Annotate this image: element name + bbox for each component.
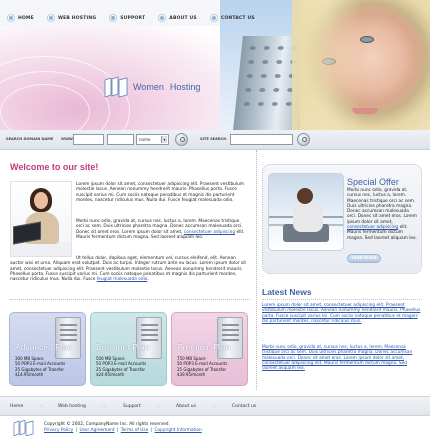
plan-space: 500 MB Space (96, 356, 125, 361)
nav-web-hosting[interactable] (48, 13, 96, 23)
nav-label: CONTACT US (220, 15, 255, 21)
footer-nav-home[interactable]: Home (10, 404, 24, 409)
copyright-information-link[interactable]: Copyright Information (154, 428, 202, 433)
plan-specs (177, 356, 227, 377)
welcome-p3-link[interactable]: feugiat malesuada odio (96, 277, 148, 283)
welcome-p2-link[interactable]: consectetuer adipiscing (183, 229, 236, 235)
domain-input[interactable] (73, 134, 104, 145)
header-mouth-graphic (352, 108, 378, 114)
logo-word-2: Hosting (169, 82, 201, 92)
column-divider (256, 150, 257, 390)
footer-link-separator: | (150, 428, 153, 433)
latest-news-title: Latest News (262, 287, 312, 297)
plan-specs (96, 356, 146, 377)
plan-card-advanced[interactable] (9, 312, 86, 386)
footer-copyright: Copyright © 2002, CompanyName Inc. All rights reserved. (44, 422, 170, 427)
plan-transfer: 25 Gigabytes of Transfer (96, 366, 146, 372)
plan-space: 750 MB Space (177, 356, 206, 361)
head-graphic (297, 188, 313, 204)
nav-bullet-icon (159, 15, 165, 21)
plan-transfer: 25 Gigabytes of Transfer (177, 366, 227, 372)
plan-transfer: 25 Gigabytes of Transfer (15, 366, 65, 372)
plan-price: $14.95/month (15, 371, 44, 377)
read-more-button[interactable]: read more (347, 254, 381, 263)
special-offer-photo (268, 173, 344, 251)
welcome-woman-photo (10, 181, 72, 257)
nav-label: HOME (18, 15, 34, 21)
domain-search-label: SEARCH DOMAIN NAME (6, 137, 54, 141)
header-hair-graphic (292, 0, 362, 130)
footer-logo-book-icon (13, 420, 35, 436)
welcome-paragraph-3 (10, 256, 248, 282)
privacy-policy-link[interactable]: Privacy Policy (44, 428, 74, 433)
top-nav (8, 13, 269, 23)
footer-nav-separator: :: (102, 404, 106, 409)
nav-home[interactable] (8, 13, 34, 23)
server-icon (217, 317, 243, 359)
logo-book-icon (103, 76, 129, 98)
news-divider (262, 299, 422, 300)
footer-link-separator: | (116, 428, 119, 433)
site-search-input[interactable] (230, 134, 293, 145)
plan-space: 300 MB Space (15, 356, 44, 361)
footer-nav-separator: :: (212, 404, 216, 409)
server-icon (136, 317, 162, 359)
body-graphic (293, 202, 323, 232)
special-text-link[interactable]: consectetuer adipiscing (347, 225, 399, 231)
footer-link-separator: | (75, 428, 78, 433)
site-search-label: SITE SEARCH (200, 137, 227, 141)
footer-nav (0, 396, 430, 416)
welcome-paragraph-1: Lorem ipsum dolor sit amet, consectetuer adipiscing elit. Praesent vestibulum molestie lacus. Aenean nonummy hendrerit mauris. Phasellus porta. Fusce suscipit varius mi. Cum sociis natoque penatibus et magnis dis parturient montes, nascetur ridiculus mus. Nulla dui. Fusce feugiat malesuada odio. (76, 182, 245, 203)
plan-email: 50 POP3 E-mail Accounts (177, 361, 228, 367)
content-divider (10, 299, 250, 300)
plan-name: Beginner Plan (96, 342, 150, 352)
plan-card-beginner[interactable] (90, 312, 167, 386)
face-graphic (34, 192, 48, 209)
footer-nav-support[interactable]: Support (123, 404, 141, 409)
site-logo[interactable] (103, 76, 200, 98)
footer-nav-separator: :: (156, 404, 160, 409)
nav-bullet-icon (110, 15, 116, 21)
logo-word-1: Women (133, 82, 164, 92)
special-text-end: elit. Mauris fermentum dictum magna. Sed laoreet aliquam leo. (347, 225, 417, 241)
plan-name: Advanced Plan (15, 342, 73, 352)
special-offer-box (262, 164, 422, 274)
footer-nav-about-us[interactable]: About us (176, 404, 196, 409)
domain-search-button[interactable] (175, 133, 188, 146)
nav-contact-us[interactable] (211, 13, 255, 23)
special-offer-text (347, 188, 419, 241)
server-icon (55, 317, 81, 359)
logo-text (133, 82, 200, 92)
special-offer-title: Special Offer (347, 177, 399, 187)
site-search-button[interactable] (297, 133, 310, 146)
plan-card-premium[interactable] (171, 312, 248, 386)
desk-graphic (11, 242, 72, 257)
welcome-p3-text: Ut tellus dolor, dapibus eget, elementum vel, cursus eleifend, elit. Aenean auctor wisi et urna. Aliquam erat volutpat. Duis ac turpis. Integer rutrum ante eu lacus. Lorem ipsum dolor sit amet, consectetuer adipiscing elit. Praesent vestibulum molestie lacus. Aenean nonummy hendrerit mauris. Phasellus porta. Fusce suscipit varius mi. Cum sociis natoque penatibus et magnis dis parturient montes, nascetur ridiculus mus. Nulla dui. Fusce (10, 256, 247, 283)
welcome-p2-text-end: elit. Mauris fermentum dictum magna. Sed laoreet aliquam leo. (76, 229, 245, 240)
welcome-paragraph-2 (76, 219, 248, 240)
domain-name-input[interactable] (107, 134, 134, 145)
plan-price: $39.95/month (177, 371, 206, 377)
nav-bullet-icon (48, 15, 54, 21)
plan-specs (15, 356, 65, 377)
welcome-p2-text: Morbi nunc odio, gravida at, cursus nec, luctus a, lorem. Maecenas tristique orci ac sem. Duis ultricies pharetra magna. Donec accumsan malesuada orci. Donec sit amet eros. Lorem ipsum dolor sit amet, (76, 219, 243, 235)
tld-select[interactable] (136, 134, 169, 145)
special-text-start: Morbi nunc odio, gravida at, cursus nec, luctus a, lorem. Maecenas tristique orci ac sem. Duis ultricies pharetra magna. Donec accumsan malesuada orci. Donec sit amet eros. Lorem ipsum dolor sit amet, (347, 188, 417, 225)
terms-of-use-link[interactable]: Terms of Use (120, 428, 149, 433)
nav-label: SUPPORT (120, 15, 146, 21)
header (0, 0, 430, 130)
footer-nav-web-hosting[interactable]: Web hosting (58, 404, 86, 409)
news-item-2[interactable]: Morbi nunc odio, gravida at, cursus nec, luctus a, lorem. Maecenas tristique orci ac sem. Duis ultricies pharetra magna. Donec accumsan malesuada orci. Donec sit amet eros. Lorem ipsum dolor sit amet, consectetuer adipiscing elit. Mauris fermentum dictum magna. Sed laoreet aliquam leo. (262, 345, 413, 372)
welcome-p3-text-end: . (147, 277, 149, 283)
nav-bullet-icon (211, 15, 217, 21)
chevron-down-icon: ▾ (161, 136, 167, 143)
plan-email: 50 POP3 E-mail Accounts (96, 361, 147, 367)
nav-bullet-icon (8, 15, 14, 21)
www-label: WWW (61, 137, 73, 141)
tld-select-value: name (139, 137, 151, 142)
nav-support[interactable] (110, 13, 145, 23)
welcome-title: Welcome to our site! (10, 162, 99, 172)
nav-label: ABOUT US (169, 15, 197, 21)
footer-nav-separator: :: (40, 404, 44, 409)
user-agreement-link[interactable]: User Agreement (79, 428, 115, 433)
footer-links (44, 428, 202, 433)
search-bar (0, 130, 430, 150)
nav-about-us[interactable] (159, 13, 197, 23)
nav-label: WEB HOSTING (57, 15, 97, 21)
footer-nav-contact-us[interactable]: Contact us (232, 404, 257, 409)
plan-name: Premium Plan (177, 342, 231, 352)
plan-price: $24.95/month (96, 371, 125, 377)
plan-email: 50 POP3 E-mail Accounts (15, 361, 66, 367)
news-item-1[interactable]: Lorem ipsum dolor sit amet, consectetuer adipiscing elit. Praesent vestibulum molestie lacus. Aenean nonummy hendrerit mauris. Phasellus porta. Fusce suscipit varius mi. Cum sociis natoque penatibus et magnis dis parturient montes, nascetur ridiculus mus. (262, 303, 421, 324)
